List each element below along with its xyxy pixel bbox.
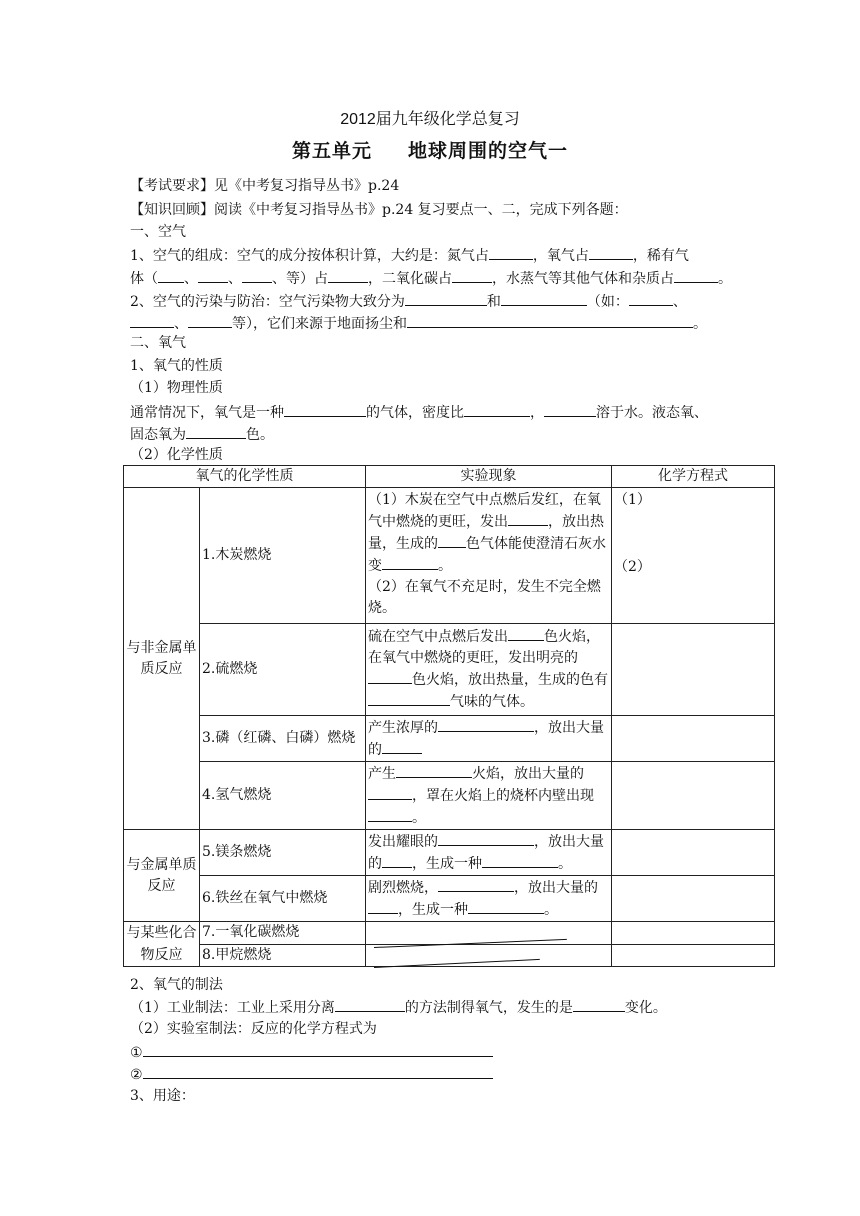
knowledge-review: 【知识回顾】阅读《中考复习指导丛书》p.24 复习要点一、二，完成下列各题： [130,202,628,218]
blank-lab-equation-1[interactable] [143,1042,493,1057]
blank-example-3[interactable] [188,313,232,328]
blank-nitrogen[interactable] [489,245,533,260]
row-magnesium-equation[interactable] [612,830,775,876]
blank-noble-share[interactable] [328,268,368,283]
blank-oxygen[interactable] [589,245,633,260]
group-nonmetal: 与非金属单质反应 [124,488,200,830]
row-magnesium-name: 5.镁条燃烧 [200,830,366,876]
physical-properties-heading: （1）物理性质 [130,380,223,396]
blank-sulfur-flame-air[interactable] [508,626,544,641]
unit-title [0,136,860,163]
row-iron-name: 6.铁丝在氧气中燃烧 [200,876,366,922]
blank-noble-1[interactable] [158,268,184,283]
blank-limewater[interactable] [382,555,438,570]
chemical-properties-heading: （2）化学性质 [130,447,223,463]
unit-topic: 地球周围的空气一 [408,140,569,162]
row-sulfur-phenomenon: 硫在空气中点燃后发出 色火焰，在氧气中燃烧的更旺，发出明亮的 色火焰，放出热量，生成的色有气味的气体。 [366,624,612,716]
row-co-name: 7.一氧化碳燃烧 [200,922,366,945]
blank-co2[interactable] [452,268,492,283]
lab-equation-1: ① [130,1042,493,1063]
row-phosphorus-name: 3.磷（红磷、白磷）燃烧 [200,716,366,762]
row-sulfur-equation[interactable] [612,624,775,716]
blank-solubility[interactable] [544,402,596,417]
blank-hydrogen-flame[interactable] [396,763,472,778]
exam-requirement: 【考试要求】见《中考复习指导丛书》p.24 [130,178,400,194]
industrial-method: （1）工业制法：工业上采用分离 的方法制得氧气，发生的是 变化。 [130,997,667,1018]
blank-gas-desc[interactable] [284,402,366,417]
blank-sulfur-flame-o2[interactable] [368,669,412,684]
row-co-equation[interactable] [612,922,775,945]
blank-density[interactable] [464,402,530,417]
row-magnesium-phenomenon: 发出耀眼的 ，放出大量的 ，生成一种 。 [366,830,612,876]
physical-line2: 固态氧为 色。 [130,424,274,445]
header-phenomenon: 实验现象 [366,466,612,488]
row-hydrogen-phenomenon: 产生 火焰，放出大量的，罩在火焰上的烧杯内壁出现。 [366,762,612,830]
blank-noble-3[interactable] [242,268,272,283]
section-air-heading: 一、空气 [130,224,186,240]
air-composition-line2: 体（ 、 、 、等）占 ，二氧化碳占 ，水蒸气等其他气体和杂质占 。 [130,268,732,289]
row-iron-equation[interactable] [612,876,775,922]
row-charcoal-phenomenon: （1）木炭在空气中点燃后发红，在氧气中燃烧的更旺，发出 ，放出热量，生成的 色气体能使澄清石灰水变 。 （2）在氧气不充足时，发生不完全燃烧。 [366,488,612,624]
blank-noble-2[interactable] [198,268,228,283]
oxygen-preparation-heading: 2、氧气的制法 [130,977,223,993]
row-sulfur-name: 2.硫燃烧 [200,624,366,716]
blank-color[interactable] [186,424,246,439]
chemical-properties-table [123,465,775,967]
blank-hydrogen-heat[interactable] [368,785,412,800]
row-hydrogen-name: 4.氢气燃烧 [200,762,366,830]
row-co-phenomenon [366,922,612,945]
row-phosphorus-phenomenon: 产生浓厚的 ，放出大量的 [366,716,612,762]
blank-pollutant-2[interactable] [501,291,587,306]
oxygen-properties-heading: 1、氧气的性质 [130,358,223,374]
header-equation: 化学方程式 [612,466,775,488]
blank-lab-equation-2[interactable] [143,1064,493,1079]
blank-iron-product[interactable] [468,899,544,914]
blank-magnesium-heat[interactable] [382,853,412,868]
blank-source[interactable] [407,313,693,328]
blank-example-1[interactable] [629,291,673,306]
blank-magnesium-light[interactable] [438,831,534,846]
blank-hydrogen-wall[interactable] [368,807,412,822]
blank-iron-sparks[interactable] [438,877,514,892]
lab-method: （2）实验室制法：反应的化学方程式为 [130,1021,377,1037]
pollution-line1: 2、空气的污染与防治：空气污染物大致分为 和 （如： 、 [130,291,687,312]
blank-separation[interactable] [335,997,405,1012]
section-oxygen-heading: 二、氧气 [130,335,186,351]
blank-charcoal-light[interactable] [508,511,548,526]
blank-others[interactable] [674,268,718,283]
pollution-line2: 、 等），它们来源于地面扬尘和 。 [130,313,707,334]
group-compound: 与某些化合物反应 [124,922,200,967]
row-methane-name: 8.甲烷燃烧 [200,944,366,967]
blank-charcoal-color[interactable] [438,533,466,548]
unit-label: 第五单元 [291,140,372,162]
document-title: 2012届九年级化学总复习 [340,111,520,128]
row-phosphorus-equation[interactable] [612,716,775,762]
row-hydrogen-equation[interactable] [612,762,775,830]
blank-phosphorus-heat[interactable] [382,739,422,754]
header-property: 氧气的化学性质 [124,466,366,488]
group-metal: 与金属单质反应 [124,830,200,922]
physical-line1: 通常情况下，氧气是一种 的气体，密度比 ， 溶于水。液态氧、 [130,402,708,423]
uses-heading: 3、用途： [130,1088,195,1104]
blank-change-type[interactable] [573,997,625,1012]
row-methane-phenomenon [366,944,612,967]
row-methane-equation[interactable] [612,944,775,967]
row-charcoal-equation: （1） （2） [612,488,775,624]
blank-pollutant-1[interactable] [405,291,487,306]
air-composition-line1: 1、空气的组成：空气的成分按体积计算，大约是：氮气占 ，氧气占 ，稀有气 [130,245,689,266]
blank-iron-heat[interactable] [368,899,398,914]
strike-line-methane [374,959,540,968]
row-iron-phenomenon: 剧烈燃烧， ，放出大量的，生成一种 。 [366,876,612,922]
blank-sulfur-smell[interactable] [368,691,450,706]
row-charcoal-name: 1.木炭燃烧 [200,488,366,624]
blank-magnesium-product[interactable] [482,853,558,868]
lab-equation-2: ② [130,1064,493,1085]
blank-example-2[interactable] [130,313,174,328]
blank-phosphorus-smoke[interactable] [438,717,534,732]
